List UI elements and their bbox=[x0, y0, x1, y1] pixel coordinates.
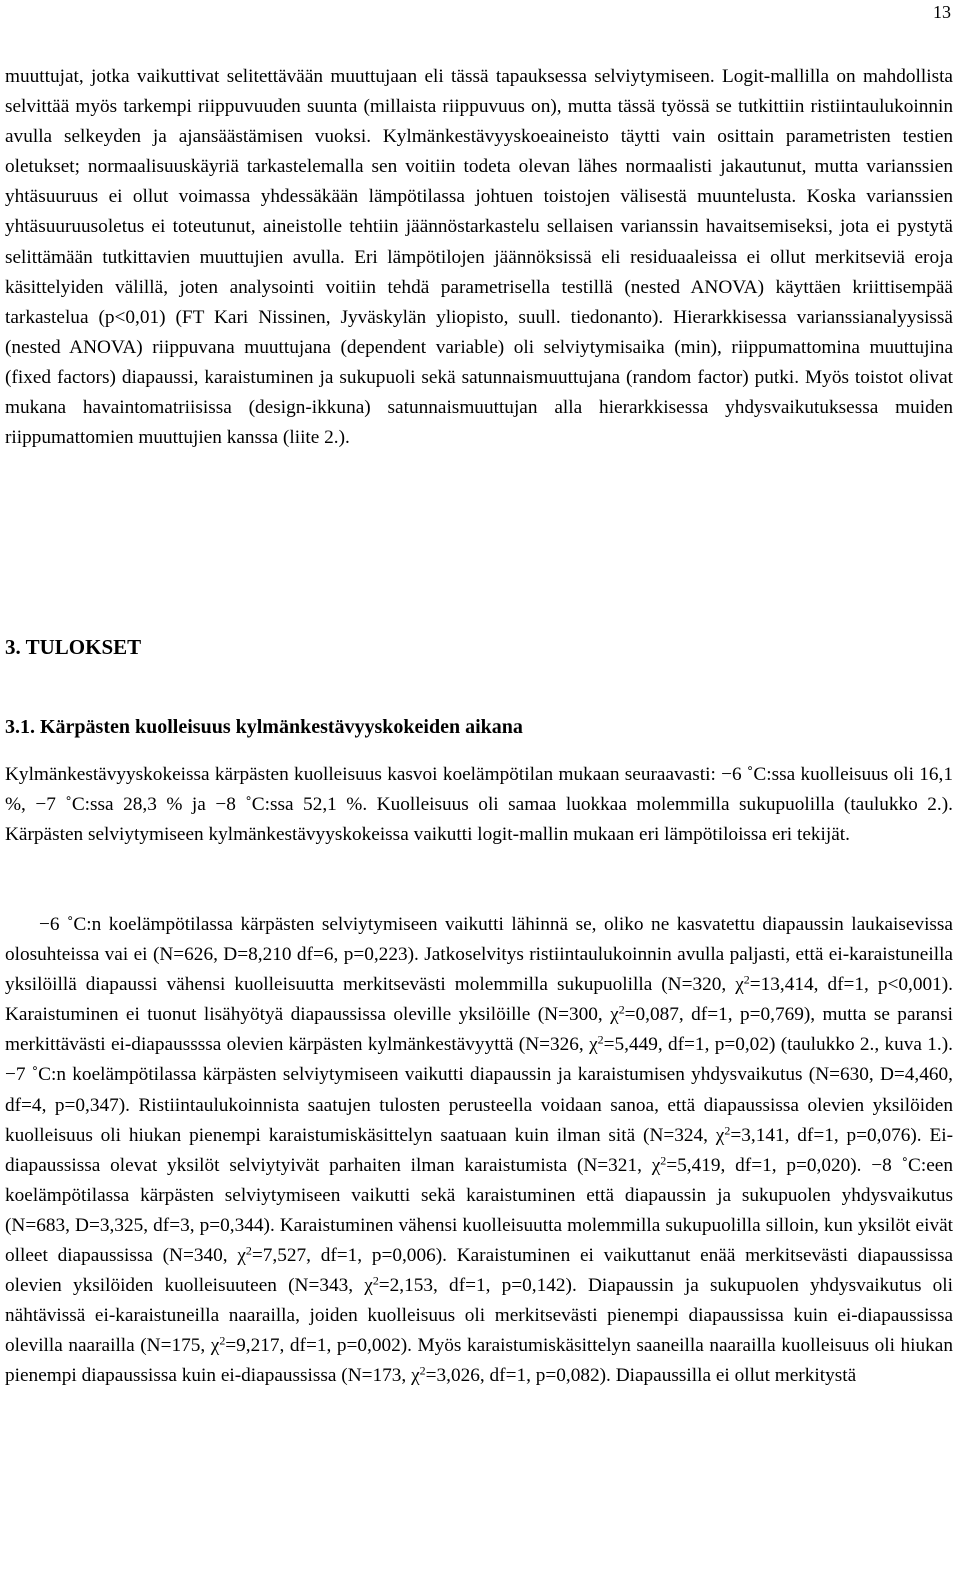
text-run: =3,026, df=1, p=0,082). Diapaussilla ei ollut merkitystä bbox=[425, 1365, 857, 1387]
superscript: 2 bbox=[245, 1243, 252, 1258]
superscript: 2 bbox=[660, 1153, 667, 1168]
text-run: =2,153, df=1, p=0,142). Diapaussin ja sukupuolen yhdysvaikutus oli nähtävissä ei-karaistuneilla naarailla, joiden kuolleisuus oli merkitsevästi pienempi diapaussissa kuin ei-diapaussissa olevilla naarailla (N=175, χ bbox=[5, 1275, 953, 1357]
text-run: =0,087, df=1, p=0,769), mutta se paransi merkittävästi ei-diapaussssa olevien kärpästen kylmänkestävyyttä (N=326, χ bbox=[5, 1004, 953, 1056]
text-run: −6 ˚C:n koelämpötilassa kärpästen selviytymiseen vaikutti lähinnä se, oliko ne kasvatettu diapaussin laukaisevissa olosuhteissa vai ei (N=626, D=8,210 df=6, p=0,223). Jatkoselvitys ristiintaulukoinnin avulla paljasti, että ei-karaistuneilla yksilöillä diapaussi vähensi kuolleisuutta merkitsevästi molemmilla sukupuolilla (N=320, χ bbox=[5, 914, 953, 996]
text-run: =7,527, df=1, p=0,006). Karaistuminen ei vaikuttanut enää merkitsevästi diapaussissa olevien yksilöiden kuolleisuuteen (N=343, χ bbox=[5, 1245, 953, 1297]
paragraph-methods: muuttujat, jotka vaikuttivat selitettävään muuttujaan eli tässä tapauksessa selviytymiseen. Logit-mallilla on mahdollista selvittää myös tarkempi riippuvuuden suunta (millaista riippuvuus on), mutta tässä työssä se tutkittiin ristiintaulukoinnin avulla selkeyden ja ajansäästämisen vuoksi. Kylmänkestävyyskoeaineisto täytti vain osittain parametristen testien oletukset; normaalisuuskäyriä tarkastelemalla sen voitiin todeta olevan lähes normaalisti jakautunut, mutta varianssien yhtäsuuruus ei ollut voimassa yhdessäkään lämpötilassa johtuen toistojen välisestä muuntelusta. Koska varianssien yhtäsuuruusoletus ei toteutunut, aineistolle tehtiin jäännöstarkastelu sellaisen varianssin havaitsemiseksi, jota ei pystytä selittämään tutkittavien muuttujien avulla. Eri lämpötilojen jäännöksissä eli residuaaleissa ei ollut merkitseviä eroja käsittelyiden välillä, joten analysointi voitiin tehdä parametrisella testillä (nested ANOVA) käyttäen kriittisempää tarkastelua (p<0,01) (FT Kari Nissinen, Jyväskylän yliopisto, suull. tiedonanto). Hierarkkisessa varianssianalyysissä (nested ANOVA) riippuvana muuttujana (dependent variable) oli selviytymisaika (min), riippumattomina muuttujina (fixed factors) diapaussi, karaistuminen ja sukupuoli sekä satunnaismuuttujana (random factor) putki. Myös toistot olivat mukana havaintomatriisissa (design-ikkuna) satunnaismuuttujan alla hierarkkisessa yhdysvaikutuksessa muiden riippumattomien muuttujien kanssa (liite 2.). bbox=[5, 66, 953, 449]
superscript: 2 bbox=[219, 1333, 226, 1348]
page-number: 13 bbox=[933, 2, 951, 22]
text-run: =9,217, df=1, p=0,002). Myös karaistumiskäsittelyn saaneilla naarailla kuolleisuus oli hiukan pienempi diapaussissa kuin ei-diapaussissa (N=173, χ bbox=[5, 1335, 953, 1387]
text-run: =13,414, df=1, p<0,001). Karaistuminen ei tuonut lisähyötyä diapaussissa oleville yksilöille (N=300, χ bbox=[5, 974, 953, 1026]
subsection-heading-mortality: 3.1. Kärpästen kuolleisuus kylmänkestävyyskokeiden aikana bbox=[5, 716, 523, 738]
superscript: 2 bbox=[724, 1123, 731, 1138]
text-run: =5,419, df=1, p=0,020). −8 ˚C:een koelämpötilassa kärpästen selviytymiseen vaikutti sekä karaistuminen että diapaussin ja sukupuolen yhdysvaikutus (N=683, D=3,325, df=3, p=0,344). Karaistuminen vähensi kuolleisuutta molemmilla sukupuolilla silloin, kun yksilöt eivät olleet diapaussissa (N=340, χ bbox=[5, 1154, 953, 1267]
section-heading-results: 3. TULOKSET bbox=[5, 635, 142, 659]
superscript: 2 bbox=[419, 1363, 426, 1378]
paragraph-mortality-summary: Kylmänkestävyyskokeissa kärpästen kuolleisuus kasvoi koelämpötilan mukaan seuraavasti: −6 ˚C:ssa kuolleisuus oli 16,1 %, −7 ˚C:ssa 28,3 % ja −8 ˚C:ssa 52,1 %. Kuolleisuus oli samaa luokkaa molemmilla sukupuolilla (taulukko 2.). Kärpästen selviytymiseen kylmänkestävyyskokeissa vaikutti logit-mallin mukaan eri lämpötiloissa eri tekijät. bbox=[5, 764, 953, 846]
superscript: 2 bbox=[743, 972, 750, 987]
superscript: 2 bbox=[597, 1032, 604, 1047]
superscript: 2 bbox=[618, 1002, 625, 1017]
text-run: =5,449, df=1, p=0,02) (taulukko 2., kuva 1.). −7 ˚C:n koelämpötilassa kärpästen selviytymiseen vaikutti diapaussin ja karaistumisen yhdysvaikutus (N=630, D=4,460, df=4, p=0,347). Ristiintaulukoinnista saatujen tulosten perusteella voidaan sanoa, että diapaussissa olevien yksilöiden kuolleisuus oli hiukan pienempi karaistumiskäsittelyn saatuaan kuin ilman sitä (N=324, χ bbox=[5, 1034, 953, 1146]
text-run: =3,141, df=1, p=0,076). Ei-diapaussissa olevat yksilöt selviytyivät parhaiten ilman karaistumista (N=321, χ bbox=[5, 1124, 953, 1176]
paragraph-temperature-results bbox=[5, 910, 953, 1392]
superscript: 2 bbox=[372, 1273, 379, 1288]
